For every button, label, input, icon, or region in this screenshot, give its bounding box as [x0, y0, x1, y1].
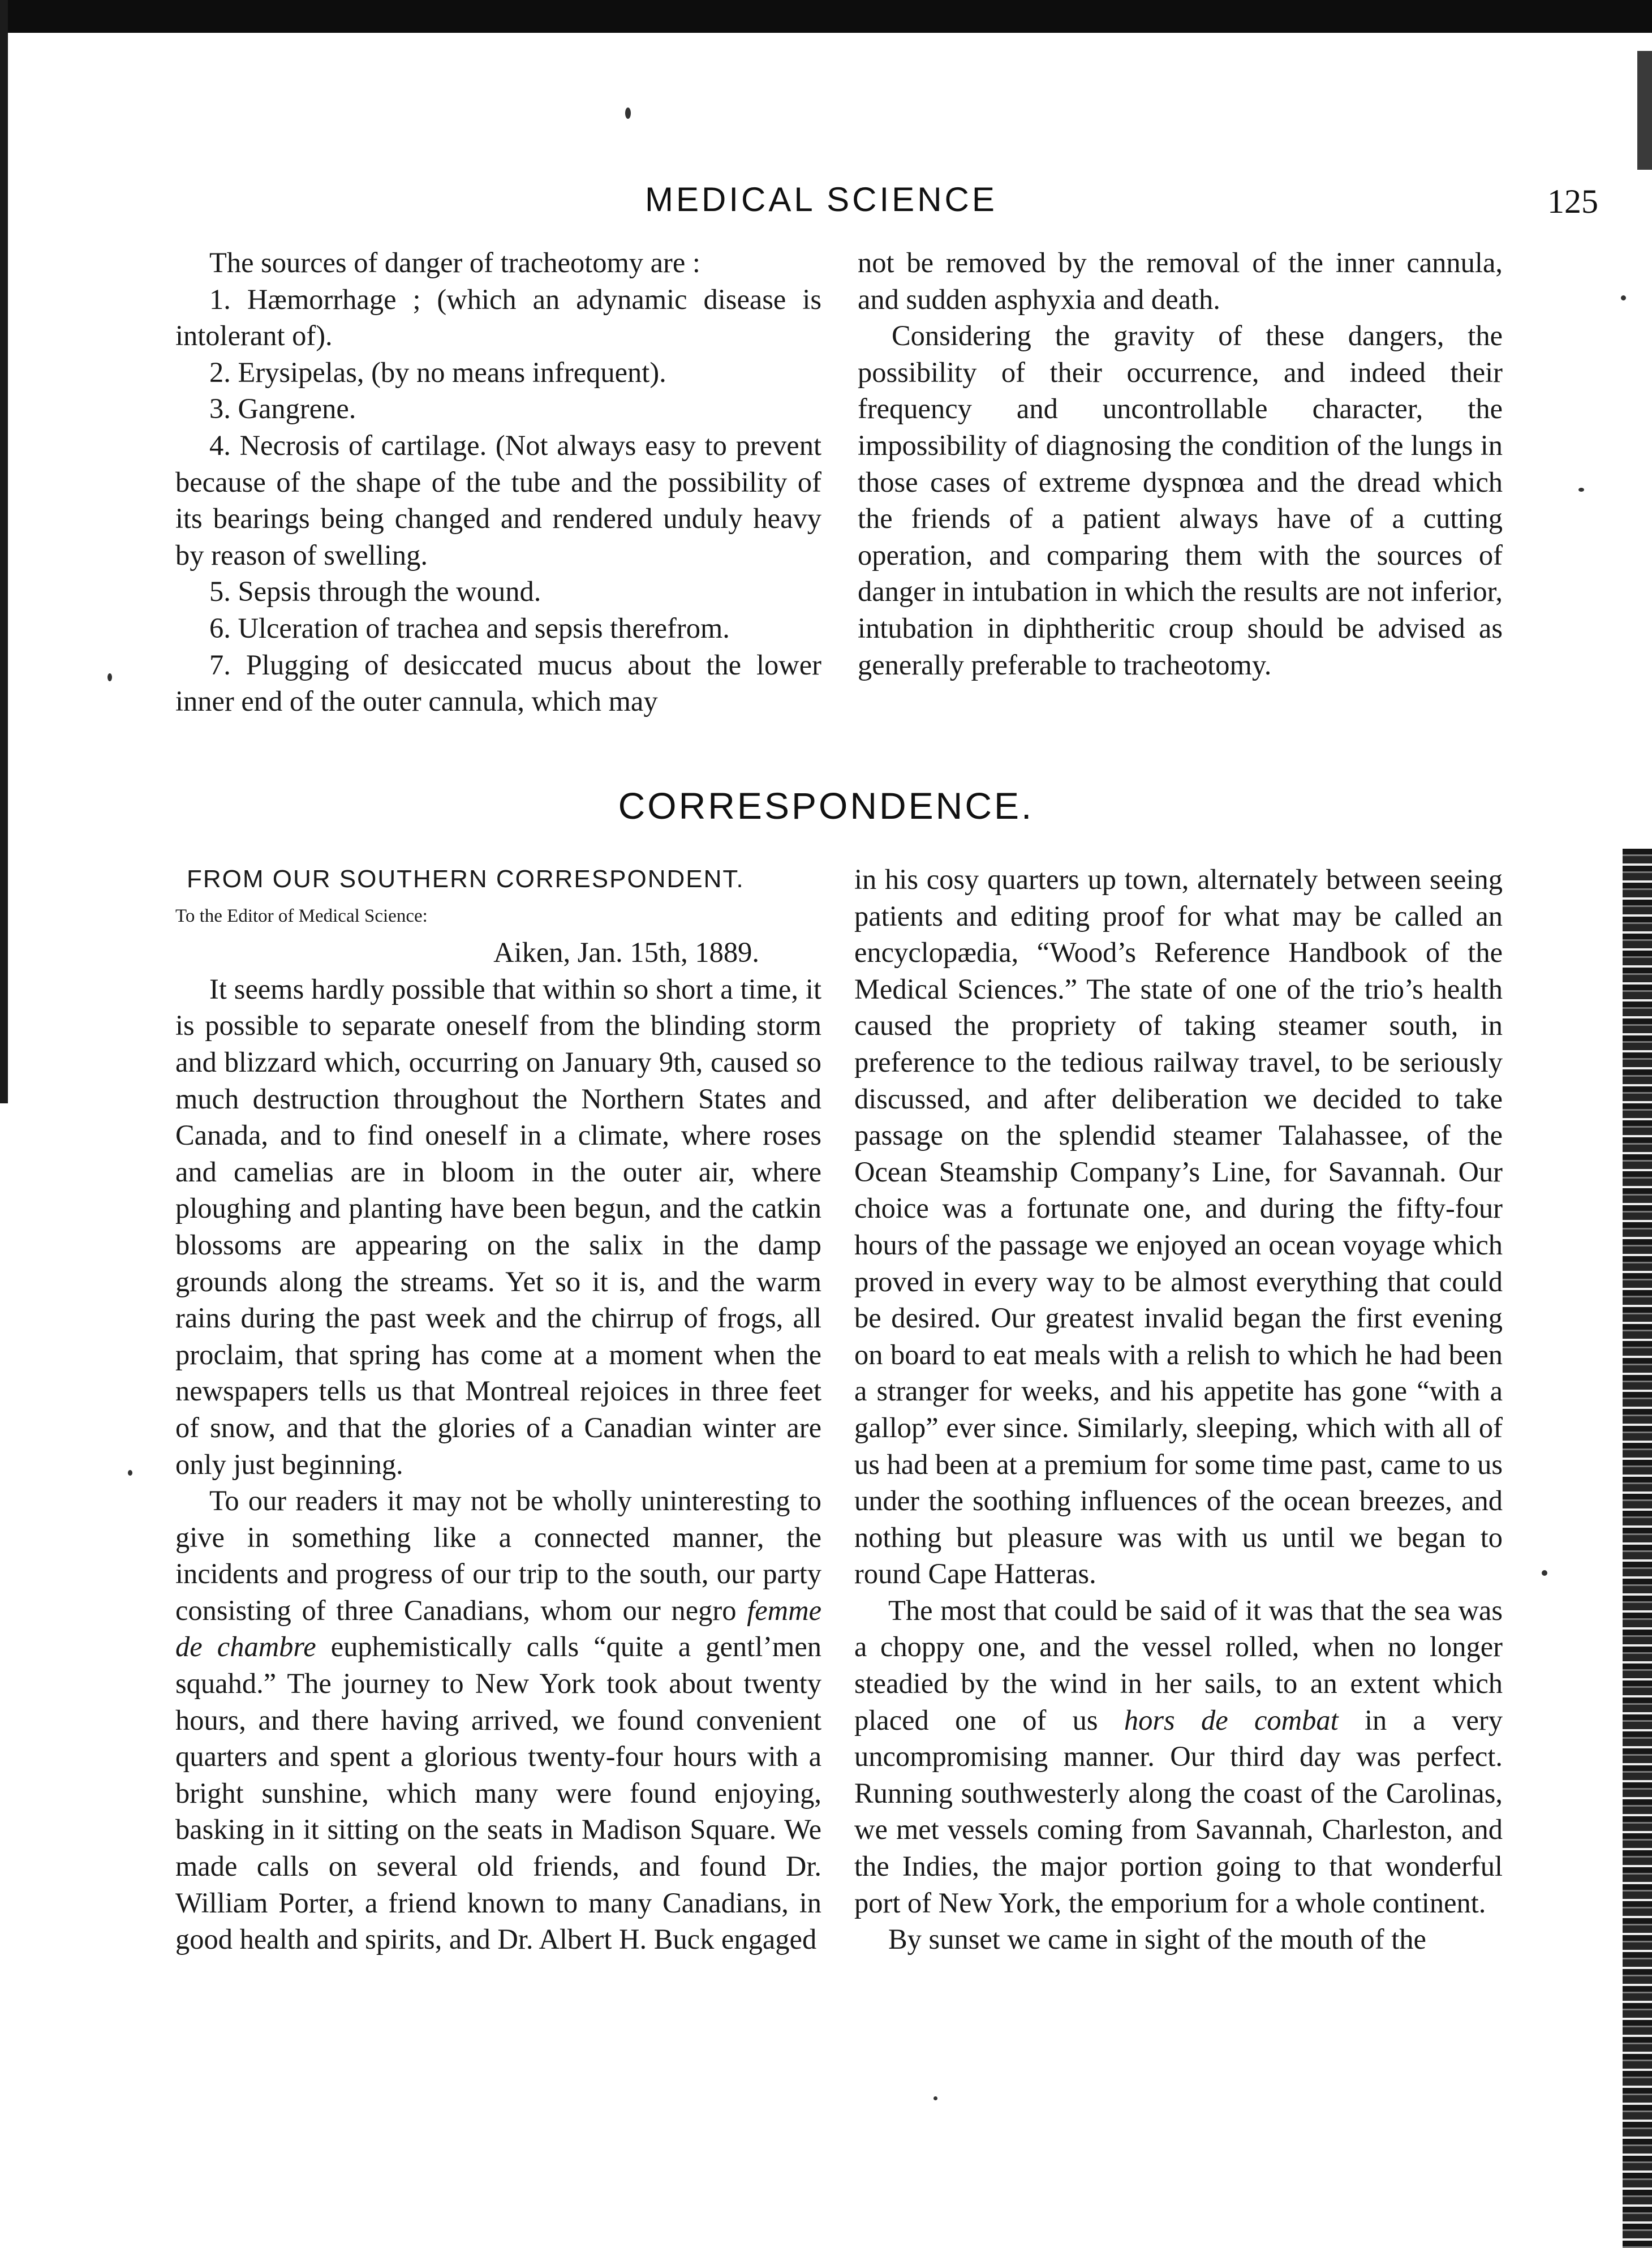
danger-item: 6. Ulceration of trachea and sepsis therefrom. — [209, 612, 730, 644]
paragraph-text: The most that could be said of it was that the sea was a choppy one, and the vessel rolled, when no longer steadied by the wind in her sails, to an extent which placed one of us — [854, 1594, 1503, 1736]
scan-top-border — [0, 0, 1652, 33]
scan-left-border — [0, 0, 8, 1103]
letter-paragraph: By sunset we came in sight of the mouth of the — [888, 1923, 1426, 1955]
correspondence-right-column — [854, 861, 1503, 1958]
danger-item: 1. Hæmorrhage ; (which an adynamic disease is intolerant of). — [175, 283, 821, 352]
danger-item: 4. Necrosis of cartilage. (Not always easy to prevent because of the shape of the tube and the possibility of its bearings being changed and rendered unduly heavy by reason of swelling. — [175, 429, 821, 571]
danger-item: 7. Plugging of desiccated mucus about the lower inner end of the outer cannula, which may — [175, 648, 821, 717]
paragraph-text: in a very uncompromising manner. Our third day was perfect. Running southwesterly along the coast of the Carolinas, we met vessels coming from Savannah, Charleston, and the Indies, the major portion going to that wonderful port of New York, the emporium for a whole continent. — [854, 1704, 1503, 1919]
correspondence-left-column — [175, 861, 821, 1958]
salutation: To the Editor of Medical Science: — [175, 905, 428, 926]
correspondent-subheading: FROM OUR SOUTHERN CORRESPONDENT. — [187, 865, 745, 893]
danger-item-continuation: not be removed by the removal of the inner cannula, and sudden asphyxia and death. — [858, 247, 1503, 315]
print-speck — [1578, 488, 1584, 492]
print-speck — [625, 108, 631, 119]
print-speck — [107, 673, 112, 681]
letter-paragraph — [175, 1482, 821, 1958]
tracheotomy-dangers-column — [175, 244, 821, 720]
danger-item: 5. Sepsis through the wound. — [209, 575, 541, 608]
print-speck — [1542, 1570, 1547, 1576]
dangers-intro: The sources of danger of tracheotomy are : — [209, 247, 700, 278]
running-title: MEDICAL SCIENCE — [645, 180, 997, 218]
print-speck — [933, 2096, 937, 2100]
paragraph-text: euphemistically calls “quite a gentl’men squahd.” The journey to New York took about twenty hours, and there having arrived, we found convenient quarters and spent a glorious twenty-four hours with a bright sunshine, which many were found enjoying, basking in it sitting on the seats in Madison Square. We made calls on several old friends, and found Dr. William Porter, a friend known to many Canadians, in good health and spirits, and Dr. Albert H. Buck engaged — [175, 1631, 821, 1955]
tracheotomy-conclusion-column — [858, 244, 1503, 683]
page-header — [0, 180, 1652, 225]
danger-item: 2. Erysipelas, (by no means infrequent). — [209, 356, 666, 388]
paragraph-text: To our readers it may not be wholly uninteresting to give in something like a connected manner, the incidents and progress of our trip to the south, our party consisting of three Canadians, whom our negro — [175, 1485, 821, 1626]
dateline: Aiken, Jan. 15th, 1889. — [493, 936, 759, 969]
danger-item: 3. Gangrene. — [209, 393, 356, 425]
scan-right-edge-upper — [1637, 51, 1652, 170]
italic-phrase: hors de combat — [1124, 1704, 1339, 1736]
tracheotomy-conclusion: Considering the gravity of these dangers, the possibility of their occurrence, and indeed their frequency and uncontrollable character, the impossibility of diagnosing the condition of the lungs in those cases of extreme dyspnœa and the dread which the friends of a patient always have of a cutting operation, and comparing them with the sources of danger in intubation in which the results are not inferior, intubation in diphtheritic croup should be advised as generally preferable to tracheotomy. — [858, 320, 1503, 681]
letter-paragraph — [854, 1592, 1503, 1921]
letter-paragraph: in his cosy quarters up town, alternately between seeing patients and editing proof for what may be called an encyclopædia, “Wood’s Reference Handbook of the Medical Sciences.” The state of one of the trio’s health caused the propriety of taking steamer south, in preference to the tedious railway travel, to be seriously discussed, and after deliberation we decided to take passage on the splendid steamer Talahassee, of the Ocean Steamship Company’s Line, for Savannah. Our choice was a fortunate one, and during the fifty-four hours of the passage we enjoyed an ocean voyage which proved in every way to be almost everything that could be desired. Our greatest invalid began the first evening on board to eat meals with a relish to which he had been a stranger for weeks, and his appetite has gone “with a gallop” ever since. Similarly, sleeping, which with all of us had been at a premium for some time past, came to us under the soothing influences of the ocean breezes, and nothing but pleasure was with us until we began to round Cape Hatteras. — [854, 863, 1503, 1590]
correspondence-heading: CORRESPONDENCE. — [618, 785, 1034, 827]
letter-paragraph: It seems hardly possible that within so short a time, it is possible to separate oneself from the blinding storm and blizzard which, occurring on January 9th, caused so much destruction throughout the Northern States and Canada, and to find oneself in a climate, where roses and camelias are in bloom in the outer air, where ploughing and planting have been begun, and the catkin blossoms are appearing on the salix in the damp grounds along the streams. Yet so it is, and the warm rains during the past week and the chirrup of frogs, all proclaim, that spring has come at a moment when the newspapers tells us that Montreal rejoices in three feet of snow, and that the glories of a Canadian winter are only just beginning. — [175, 973, 821, 1480]
print-speck — [1621, 295, 1626, 300]
scan-right-edge — [1623, 849, 1652, 2248]
page-number: 125 — [1547, 183, 1598, 220]
italic-phrase: femme de chambre — [175, 1594, 821, 1663]
print-speck — [128, 1470, 132, 1476]
